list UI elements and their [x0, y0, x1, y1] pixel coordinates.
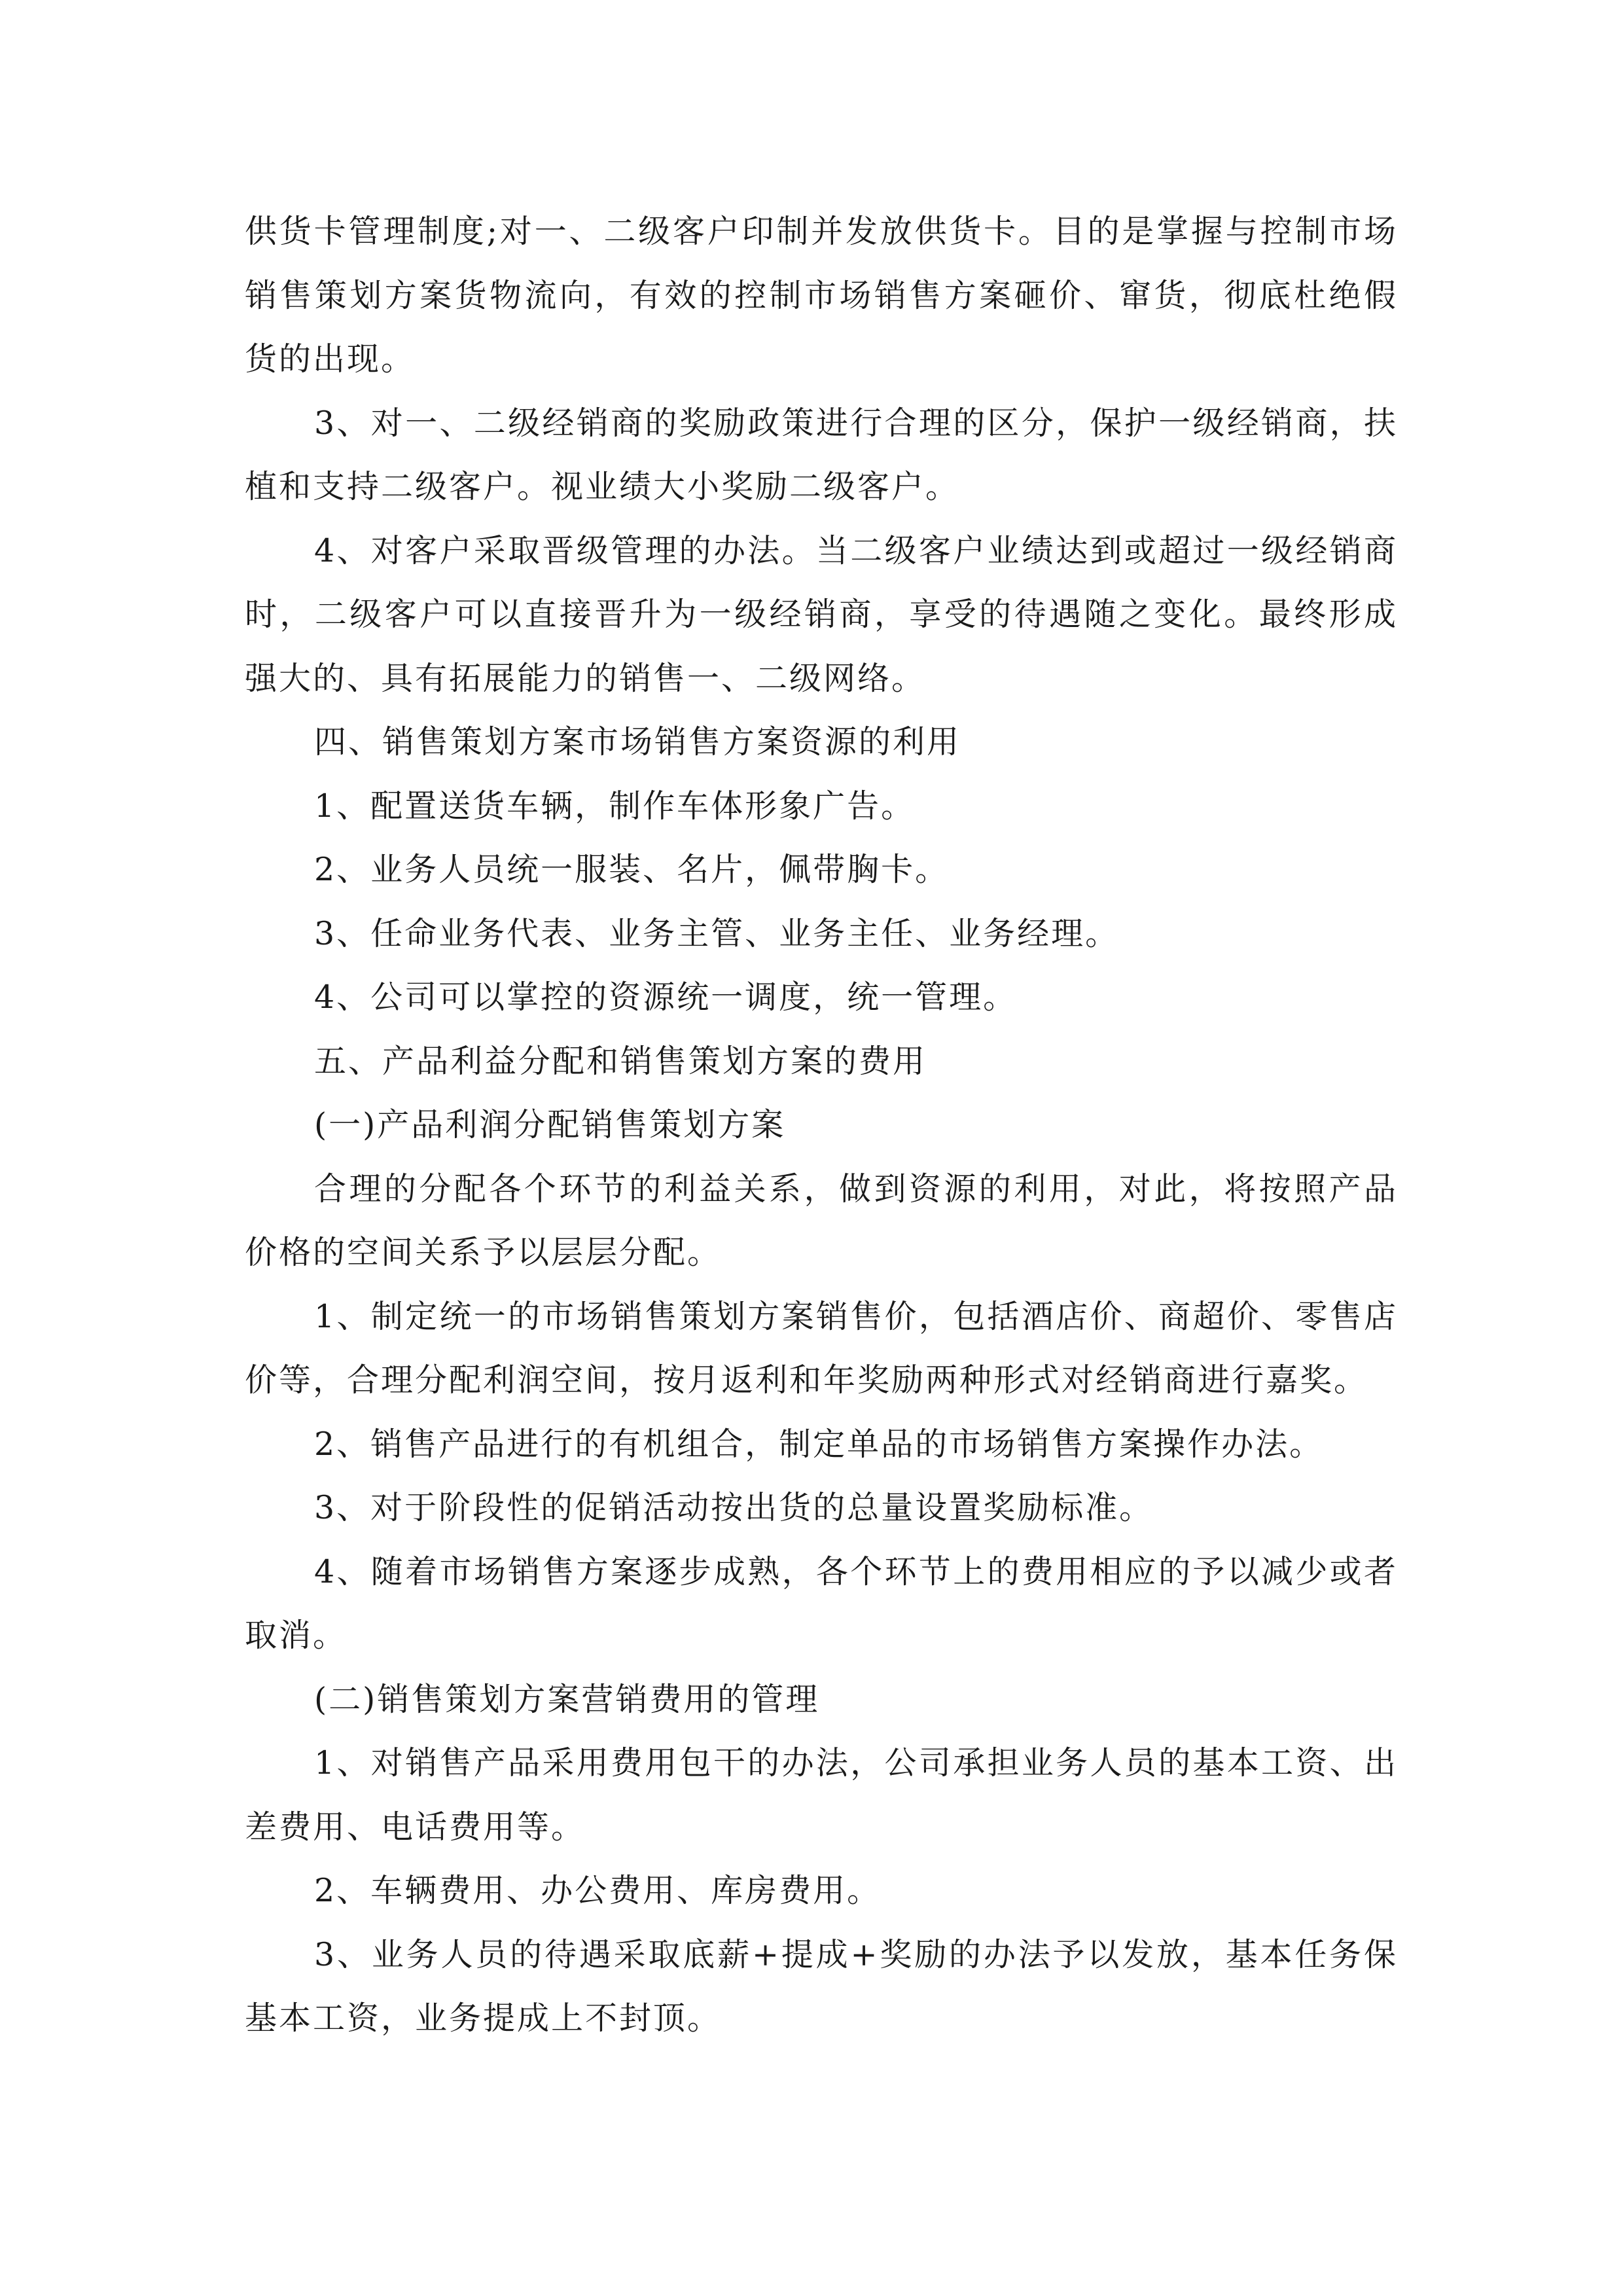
paragraph-distribution-principle: 合理的分配各个环节的利益关系，做到资源的利用，对此，将按照产品价格的空间关系予以层层分配。	[245, 1170, 1398, 1271]
list-item-unified-price: 1、制定统一的市场销售策划方案销售价，包括酒店价、商超价、零售店价等，合理分配利润空间，按月返利和年奖励两种形式对经销商进行嘉奖。	[245, 1297, 1398, 1399]
list-item-operating-costs: 2、车辆费用、办公费用、库房费用。	[314, 1872, 882, 1909]
list-item-appointments: 3、任命业务代表、业务主管、业务主任、业务经理。	[314, 914, 1120, 952]
list-item-uniforms: 2、业务人员统一服装、名片，佩带胸卡。	[314, 851, 950, 888]
list-item-product-combination: 2、销售产品进行的有机组合，制定单品的市场销售方案操作办法。	[314, 1425, 1324, 1463]
list-item-staff-compensation: 3、业务人员的待遇采取底薪+提成+奖励的办法予以发放，基本任务保基本工资，业务提成上不封顶。	[245, 1935, 1398, 2037]
section-heading-profit-costs: 五、产品利益分配和销售策划方案的费用	[314, 1042, 927, 1080]
paragraph-supply-card: 供货卡管理制度;对一、二级客户印制并发放供货卡。目的是掌握与控制市场销售策划方案货物流向，有效的控制市场销售方案砸价、窜货，彻底杜绝假货的出现。	[245, 213, 1398, 378]
list-item-vehicles: 1、配置送货车辆，制作车体形象广告。	[314, 787, 916, 825]
list-item-cost-reduction: 4、随着市场销售方案逐步成熟，各个环节上的费用相应的予以减少或者取消。	[245, 1552, 1398, 1654]
list-item-promotion-rewards: 3、对于阶段性的促销活动按出货的总量设置奖励标准。	[314, 1489, 1154, 1526]
paragraph-promotion-management: 4、对客户采取晋级管理的办法。当二级客户业绩达到或超过一级经销商时，二级客户可以直接晋升为一级经销商，享受的待遇随之变化。最终形成强大的、具有拓展能力的销售一、二级网络。	[245, 531, 1398, 697]
paragraph-dealer-incentives: 3、对一、二级经销商的奖励政策进行合理的区分，保护一级经销商，扶植和支持二级客户。视业绩大小奖励二级客户。	[245, 404, 1398, 505]
list-item-cost-contracting: 1、对销售产品采用费用包干的办法，公司承担业务人员的基本工资、出差费用、电话费用等。	[245, 1744, 1398, 1846]
subsection-heading-profit-distribution: (一)产品利润分配销售策划方案	[314, 1106, 786, 1143]
document-body	[245, 200, 1398, 2051]
list-item-resource-scheduling: 4、公司可以掌控的资源统一调度，统一管理。	[314, 978, 1018, 1016]
section-heading-resources: 四、销售策划方案市场销售方案资源的利用	[314, 723, 961, 761]
subsection-heading-marketing-costs: (二)销售策划方案营销费用的管理	[314, 1680, 820, 1718]
